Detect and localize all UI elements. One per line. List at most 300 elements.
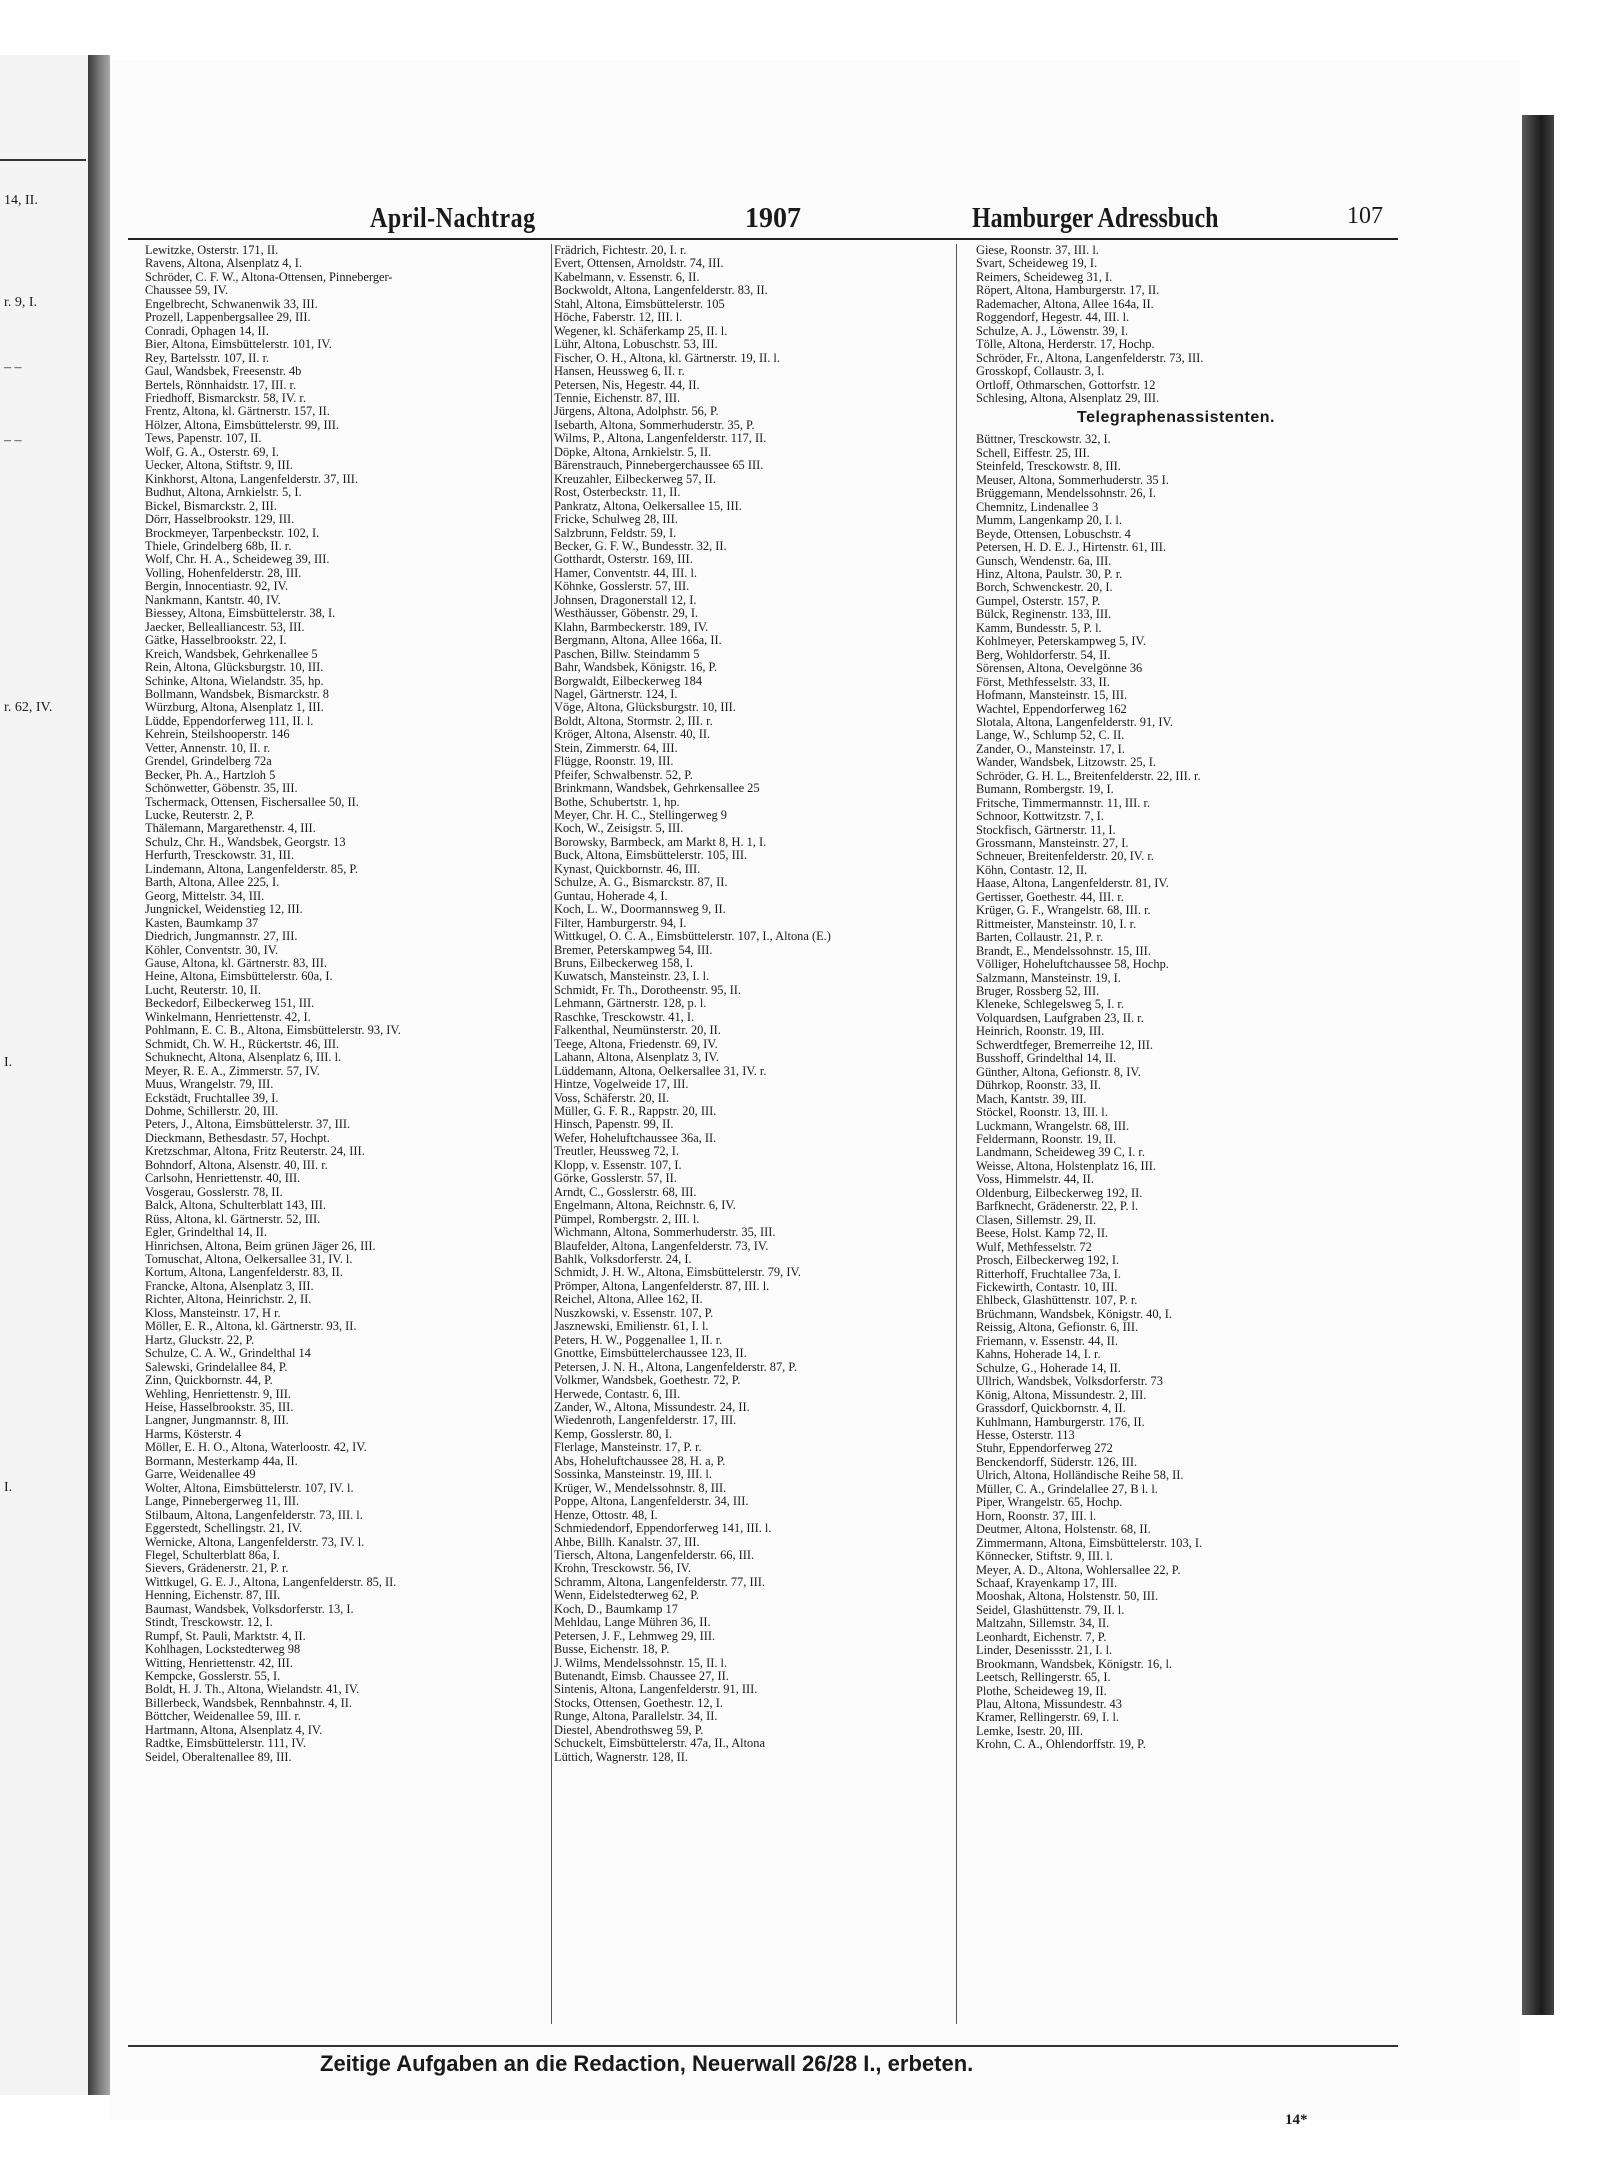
directory-entry: Kreuzahler, Eilbeckerweg 57, II. <box>554 472 716 486</box>
directory-entry: Plau, Altona, Missundestr. 43 <box>976 1698 1122 1712</box>
directory-entry: Hinz, Altona, Paulstr. 30, P. r. <box>976 567 1123 581</box>
directory-entry: Hartmann, Altona, Alsenplatz 4, IV. <box>145 1723 323 1737</box>
directory-entry: Evert, Ottensen, Arnoldstr. 74, III. <box>554 257 724 271</box>
directory-entry: Piper, Wrangelstr. 65, Hochp. <box>976 1496 1123 1510</box>
directory-entry: Koch, D., Baumkamp 17 <box>554 1602 678 1616</box>
directory-entry: Zimmermann, Altona, Eimsbüttelerstr. 103, I. <box>976 1536 1203 1550</box>
directory-entry: Langner, Jungmannstr. 8, III. <box>145 1414 289 1428</box>
directory-entry: Seidel, Oberaltenallee 89, III. <box>145 1750 292 1764</box>
directory-entry: Giese, Roonstr. 37, III. l. <box>976 244 1099 257</box>
directory-entry: J. Wilms, Mendelssohnstr. 15, II. l. <box>554 1656 728 1670</box>
directory-entry: Engelbrecht, Schwanenwik 33, III. <box>145 297 318 311</box>
directory-entry: Volquardsen, Laufgraben 23, II. r. <box>976 1011 1144 1025</box>
directory-entry: Ortloff, Othmarschen, Gottorfstr. 12 <box>976 378 1156 392</box>
margin-fragment: I. <box>4 1480 13 1495</box>
directory-entry: Wolf, Chr. H. A., Scheideweg 39, III. <box>145 553 330 567</box>
directory-entry: Mumm, Langenkamp 20, I. l. <box>976 514 1122 528</box>
directory-entry: Filter, Hamburgerstr. 94, I. <box>554 916 687 930</box>
directory-entry: Schuknecht, Altona, Alsenplatz 6, III. l. <box>145 1051 342 1065</box>
directory-entry: Meyer, A. D., Altona, Wohlersallee 22, P. <box>976 1563 1181 1577</box>
directory-entry: Schuckelt, Eimsbüttelerstr. 47a, II., Altona <box>554 1737 765 1751</box>
directory-entry: Prömper, Altona, Langenfelderstr. 87, III. l. <box>554 1279 770 1293</box>
header-year: 1907 <box>745 203 801 234</box>
directory-entry: Leetsch, Rellingerstr. 65, I. <box>976 1671 1111 1685</box>
directory-entry: Borch, Schwenckestr. 20, I. <box>976 581 1113 595</box>
directory-entry: Rademacher, Altona, Allee 164a, II. <box>976 297 1154 311</box>
directory-entry: Pankratz, Altona, Oelkersallee 15, III. <box>554 499 742 513</box>
directory-entry: Beckedorf, Eilbeckerweg 151, III. <box>145 997 315 1011</box>
margin-fragment: – – <box>4 433 22 448</box>
directory-entry: Flügge, Roonstr. 19, III. <box>554 755 674 769</box>
directory-entry: Gumpel, Osterstr. 157, P. <box>976 594 1101 608</box>
directory-entry: Böttcher, Weidenallee 59, III. r. <box>145 1710 301 1724</box>
directory-entry: Bahlk, Volksdorferstr. 24, I. <box>554 1252 692 1266</box>
directory-entry: Wenn, Eidelstedterweg 62, P. <box>554 1589 699 1603</box>
directory-entry: Budhut, Altona, Arnkielstr. 5, I. <box>145 486 302 500</box>
directory-entry: Schramm, Altona, Langenfelderstr. 77, III. <box>554 1575 765 1589</box>
directory-entry: Heinrich, Roonstr. 19, III. <box>976 1025 1105 1039</box>
column-1 <box>145 244 545 2024</box>
directory-entry: Kynast, Quickbornstr. 46, III. <box>554 862 701 876</box>
directory-entry: Uecker, Altona, Stiftstr. 9, III. <box>145 459 293 473</box>
directory-entry: Ullrich, Wandsbek, Volksdorferstr. 73 <box>976 1375 1163 1389</box>
directory-entry: Teege, Altona, Friedenstr. 69, IV. <box>554 1037 718 1051</box>
directory-entry: Schinke, Altona, Wielandstr. 35, hp. <box>145 674 324 688</box>
footer-rule <box>128 2045 1398 2047</box>
directory-entry: Grossmann, Mansteinstr. 27, I. <box>976 837 1129 851</box>
directory-entry: Lemke, Isestr. 20, III. <box>976 1724 1084 1738</box>
directory-entry: Bruger, Rossberg 52, III. <box>976 985 1100 999</box>
directory-entry: Blaufelder, Altona, Langenfelderstr. 73, IV. <box>554 1239 769 1253</box>
directory-entry: Egler, Grindelthal 14, II. <box>145 1226 267 1240</box>
directory-entry: Meuser, Altona, Sommerhuderstr. 35 I. <box>976 473 1169 487</box>
directory-entry: Prosch, Eilbeckerweg 192, I. <box>976 1254 1120 1268</box>
directory-entry: Hesse, Osterstr. 113 <box>976 1428 1075 1442</box>
directory-entry: Wolf, G. A., Osterstr. 69, I. <box>145 445 279 459</box>
directory-entry: Winkelmann, Henriettenstr. 42, I. <box>145 1010 311 1024</box>
directory-entry: Dörr, Hasselbrookstr. 129, III. <box>145 513 295 527</box>
column-3 <box>976 244 1376 2024</box>
directory-entry: Kohlmeyer, Peterskampweg 5, IV. <box>976 635 1146 649</box>
directory-entry: Treutler, Heussweg 72, I. <box>554 1145 680 1159</box>
directory-entry: Ravens, Altona, Alsenplatz 4, I. <box>145 257 302 271</box>
footer-notice: Zeitige Aufgaben an die Redaction, Neuerwall 26/28 I., erbeten. <box>320 2051 974 2076</box>
directory-entry: Rey, Bartelsstr. 107, II. r. <box>145 351 270 365</box>
directory-entry: Kempcke, Gosslerstr. 55, I. <box>145 1670 281 1684</box>
directory-entry: Raschke, Tresckowstr. 41, I. <box>554 1010 695 1024</box>
directory-entry: Boldt, Altona, Stormstr. 2, III. r. <box>554 714 713 728</box>
directory-entry: Schönwetter, Göbenstr. 35, III. <box>145 782 298 796</box>
directory-entry: Müller, C. A., Grindelallee 27, B l. l. <box>976 1482 1158 1496</box>
directory-entry: Jaecker, Bellealliancestr. 53, III. <box>145 620 305 634</box>
directory-entry: Kuwatsch, Mansteinstr. 23, I. l. <box>554 970 710 984</box>
directory-entry: Fritsche, Timmermannstr. 11, III. r. <box>976 796 1151 810</box>
directory-entry: Pohlmann, E. C. B., Altona, Eimsbüttelerstr. 93, IV. <box>145 1024 401 1038</box>
directory-entry: Brüggemann, Mendelssohnstr. 26, I. <box>976 487 1156 501</box>
directory-entry: Barfknecht, Grädenerstr. 22, P. l. <box>976 1200 1139 1214</box>
directory-entry: Gnottke, Eimsbüttelerchaussee 123, II. <box>554 1347 747 1361</box>
directory-entry: Klahn, Barmbeckerstr. 189, IV. <box>554 620 709 634</box>
directory-entry: Rost, Osterbeckstr. 11, II. <box>554 486 681 500</box>
directory-entry: Sossinka, Mansteinstr. 19, III. l. <box>554 1468 712 1482</box>
directory-entry: Eckstädt, Fruchtallee 39, I. <box>145 1091 279 1105</box>
directory-entry: Mehldau, Lange Mühren 36, II. <box>554 1616 711 1630</box>
directory-entry: Kemp, Gosslerstr. 80, I. <box>554 1427 673 1441</box>
directory-entry: Luckmann, Wrangelstr. 68, III. <box>976 1119 1130 1133</box>
directory-entry: Heise, Hasselbrookstr. 35, III. <box>145 1400 294 1414</box>
directory-entry: Kröger, Altona, Alsenstr. 40, II. <box>554 728 711 742</box>
directory-entry: Diedrich, Jungmannstr. 27, III. <box>145 930 298 944</box>
left-facing-page-strip <box>0 55 100 2095</box>
directory-entry: Schmiedendorf, Eppendorferweg 141, III. l. <box>554 1522 772 1536</box>
directory-entry: Kramer, Rellingerstr. 69, I. l. <box>976 1711 1119 1725</box>
directory-entry: Grassdorf, Quickbornstr. 4, II. <box>976 1402 1126 1416</box>
directory-entry: Engelmann, Altona, Reichnstr. 6, IV. <box>554 1199 736 1213</box>
directory-entry: Feldermann, Roonstr. 19, II. <box>976 1133 1117 1146</box>
directory-entry: Möller, E. H. O., Altona, Waterloostr. 42, IV. <box>145 1441 367 1455</box>
directory-entry: Ulrich, Altona, Holländische Reihe 58, II. <box>976 1469 1184 1483</box>
directory-entry: Wittkugel, O. C. A., Eimsbüttelerstr. 107, I., Altona (E.) <box>554 930 831 944</box>
directory-entry: Schaaf, Krayenkamp 17, III. <box>976 1576 1118 1590</box>
directory-entry: Hamer, Conventstr. 44, III. l. <box>554 566 697 580</box>
directory-entry: Bruns, Eilbeckerweg 158, I. <box>554 957 694 971</box>
directory-entry: Büttner, Tresckowstr. 32, I. <box>976 433 1111 447</box>
signature-mark: 14* <box>1285 2112 1308 2128</box>
directory-entry: Wilms, P., Altona, Langenfelderstr. 117, II. <box>554 432 767 446</box>
directory-entry: Thälemann, Margarethenstr. 4, III. <box>145 822 316 836</box>
directory-entry: Maltzahn, Sillemstr. 34, II. <box>976 1617 1110 1631</box>
directory-entry: Deutmer, Altona, Holstenstr. 68, II. <box>976 1523 1151 1537</box>
directory-entry: Ehlbeck, Glashüttenstr. 107, P. r. <box>976 1294 1138 1308</box>
directory-entry: Linder, Desenissstr. 21, I. l. <box>976 1644 1113 1658</box>
directory-entry: Garre, Weidenallee 49 <box>145 1468 256 1482</box>
directory-entry: Brockmeyer, Tarpenbeckstr. 102, I. <box>145 526 320 540</box>
directory-entry: Schell, Eiffestr. 25, III. <box>976 446 1090 460</box>
directory-entry: Zinn, Quickbornstr. 44, P. <box>145 1374 273 1388</box>
directory-entry: Rüss, Altona, kl. Gärtnerstr. 52, III. <box>145 1212 321 1226</box>
directory-entry: Schlesing, Altona, Alsenplatz 29, III. <box>976 391 1160 405</box>
directory-entry: Leonhardt, Eichenstr. 7, P. <box>976 1630 1107 1644</box>
directory-entry: Schröder, Fr., Altona, Langenfelderstr. 73, III. <box>976 351 1204 365</box>
directory-entry: Guntau, Hoherade 4, I. <box>554 889 668 903</box>
directory-entry: Völliger, Hoheluftchaussee 58, Hochp. <box>976 958 1169 972</box>
directory-entry: Tschermack, Ottensen, Fischersallee 50, II. <box>145 795 359 809</box>
directory-entry: Conradi, Ophagen 14, II. <box>145 324 269 338</box>
directory-entry: Stuhr, Eppendorferweg 272 <box>976 1442 1113 1456</box>
directory-entry: Schulze, C. A. W., Grindelthal 14 <box>145 1347 311 1361</box>
directory-entry: Jürgens, Altona, Adolphstr. 56, P. <box>554 405 719 419</box>
directory-entry: Kehrein, Steilshooperstr. 146 <box>145 728 290 742</box>
directory-entry: Friedhoff, Bismarckstr. 58, IV. r. <box>145 391 306 405</box>
directory-entry: Bockwoldt, Altona, Langenfelderstr. 83, II. <box>554 284 768 298</box>
directory-entry: Tews, Papenstr. 107, II. <box>145 432 262 446</box>
directory-entry: Tölle, Altona, Herderstr. 17, Hochp. <box>976 338 1155 352</box>
directory-entry: Chaussee 59, IV. <box>145 284 229 298</box>
directory-entry: Sintenis, Altona, Langenfelderstr. 91, III. <box>554 1683 758 1697</box>
directory-entry: Fischer, O. H., Altona, kl. Gärtnerstr. 19, II. l. <box>554 351 780 365</box>
directory-entry: Tiersch, Altona, Langenfelderstr. 66, III. <box>554 1548 755 1562</box>
directory-entry: Kahns, Hoherade 14, I. r. <box>976 1348 1101 1362</box>
directory-entry: Hartz, Gluckstr. 22, P. <box>145 1333 255 1347</box>
directory-entry: Petersen, J. N. H., Altona, Langenfelderstr. 87, P. <box>554 1360 797 1374</box>
directory-entry: Lüddemann, Altona, Oelkersallee 31, IV. r. <box>554 1064 767 1078</box>
directory-entry: Reichel, Altona, Allee 162, II. <box>554 1293 703 1307</box>
directory-entry: Frentz, Altona, kl. Gärtnerstr. 157, II. <box>145 405 330 419</box>
directory-entry: Reimers, Scheideweg 31, I. <box>976 270 1113 284</box>
directory-entry: Görke, Gosslerstr. 57, II. <box>554 1172 677 1186</box>
directory-entry: Hölzer, Altona, Eimsbüttelerstr. 99, III. <box>145 418 339 432</box>
right-page-edge <box>1522 115 1554 2015</box>
directory-entry: Berg, Wohldorferstr. 54, II. <box>976 648 1111 662</box>
directory-entry: Wegener, kl. Schäferkamp 25, II. l. <box>554 324 728 338</box>
directory-entry: Plothe, Scheideweg 19, II. <box>976 1684 1107 1698</box>
margin-fragment: 14, II. <box>4 193 38 208</box>
directory-entry: Flerlage, Mansteinstr. 17, P. r. <box>554 1441 702 1455</box>
directory-entry: Schmidt, J. H. W., Altona, Eimsbüttelerstr. 79, IV. <box>554 1266 801 1280</box>
directory-entry: Koch, W., Zeisigstr. 5, III. <box>554 822 684 836</box>
directory-entry: Schneuer, Breitenfelderstr. 20, IV. r. <box>976 850 1154 864</box>
directory-entry: Wiedenroth, Langenfelderstr. 17, III. <box>554 1414 737 1428</box>
directory-entry: Reissig, Altona, Gefionstr. 6, III. <box>976 1321 1139 1335</box>
directory-entry: Radtke, Eimsbüttelerstr. 111, IV. <box>145 1737 306 1751</box>
directory-entry: Rumpf, St. Pauli, Marktstr. 4, II. <box>145 1629 306 1643</box>
directory-entry: Schnoor, Kottwitzstr. 7, I. <box>976 810 1104 824</box>
directory-entry: Stein, Zimmerstr. 64, III. <box>554 741 678 755</box>
directory-entry: Boldt, H. J. Th., Altona, Wielandstr. 41, IV. <box>145 1683 360 1697</box>
directory-entry: Lüdde, Eppendorferweg 111, II. l. <box>145 714 314 728</box>
directory-entry: Gotthardt, Osterstr. 169, III. <box>554 553 693 567</box>
directory-entry: Dieckmann, Bethesdastr. 57, Hochpt. <box>145 1131 330 1145</box>
margin-fragment: I. <box>4 1055 13 1070</box>
directory-entry: Bickel, Bismarckstr. 2, III. <box>145 499 277 513</box>
header-book-title: Hamburger Adressbuch <box>972 203 1219 235</box>
directory-entry: Salzmann, Mansteinstr. 19, I. <box>976 971 1121 985</box>
directory-entry: Voss, Himmelstr. 44, II. <box>976 1173 1094 1187</box>
directory-entry: Weisse, Altona, Holstenplatz 16, III. <box>976 1159 1157 1173</box>
directory-entry: Heine, Altona, Eimsbüttelerstr. 60a, I. <box>145 970 333 984</box>
directory-entry: Jungnickel, Weidenstieg 12, III. <box>145 903 303 917</box>
directory-entry: Döpke, Altona, Arnkielstr. 5, II. <box>554 445 712 459</box>
directory-entry: Stilbaum, Altona, Langenfelderstr. 73, III. l. <box>145 1508 363 1522</box>
directory-entry: Kohlhagen, Lockstedterweg 98 <box>145 1643 301 1657</box>
directory-entry: Grendel, Grindelberg 72a <box>145 755 272 769</box>
directory-entry: Kasten, Baumkamp 37 <box>145 916 259 930</box>
directory-entry: Bier, Altona, Eimsbüttelerstr. 101, IV. <box>145 338 332 352</box>
directory-entry: Balck, Altona, Schulterblatt 143, III. <box>145 1199 327 1213</box>
column-divider <box>956 244 957 2024</box>
directory-entry: Ritterhoff, Fruchtallee 73a, I. <box>976 1267 1121 1281</box>
directory-entry: Eggerstedt, Schellingstr. 21, IV. <box>145 1522 303 1536</box>
directory-entry: Bohndorf, Altona, Alsenstr. 40, III. r. <box>145 1158 328 1172</box>
directory-entry: Lange, W., Schlump 52, C. II. <box>976 729 1125 743</box>
directory-entry: Svart, Scheideweg 19, I. <box>976 257 1098 271</box>
directory-entry: Gaul, Wandsbek, Freesenstr. 4b <box>145 365 302 379</box>
directory-entry: Stöckel, Roonstr. 13, III. l. <box>976 1106 1108 1120</box>
directory-entry: Gertisser, Goethestr. 44, III. r. <box>976 890 1124 904</box>
header-rule <box>128 238 1398 240</box>
directory-entry: Bülck, Reginenstr. 133, III. <box>976 608 1112 622</box>
directory-entry: Brüchmann, Wandsbek, Königstr. 40, I. <box>976 1307 1172 1321</box>
directory-entry: Krüger, W., Mendelssohnstr. 8, III. <box>554 1481 727 1495</box>
directory-entry: Dührkop, Roonstr. 33, II. <box>976 1079 1101 1093</box>
directory-entry: Kabelmann, v. Essenstr. 6, II. <box>554 270 700 284</box>
directory-entry: Schmidt, Fr. Th., Dorotheenstr. 95, II. <box>554 983 741 997</box>
directory-entry: Lindemann, Altona, Langenfelderstr. 85, P. <box>145 862 359 876</box>
directory-entry: Bumann, Rombergstr. 19, I. <box>976 783 1114 797</box>
directory-entry: Nagel, Gärtnerstr. 124, I. <box>554 687 678 701</box>
directory-entry: Prozell, Lappenbergsallee 29, III. <box>145 311 311 325</box>
directory-entry: Barth, Altona, Allee 225, I. <box>145 876 280 890</box>
directory-entry: Abs, Hoheluftchaussee 28, H. a, P. <box>554 1454 726 1468</box>
directory-entry: Bergin, Innocentiastr. 92, IV. <box>145 580 289 594</box>
directory-entry: Friemann, v. Essenstr. 44, II. <box>976 1334 1119 1348</box>
directory-entry: Kretzschmar, Altona, Fritz Reuterstr. 24, III. <box>145 1145 365 1159</box>
directory-entry: Petersen, Nis, Hegestr. 44, II. <box>554 378 700 392</box>
directory-entry: Isebarth, Altona, Sommerhuderstr. 35, P. <box>554 418 755 432</box>
directory-entry: Hinrichsen, Altona, Beim grünen Jäger 26, III. <box>145 1239 376 1253</box>
directory-entry: Volling, Hohenfelderstr. 28, III. <box>145 566 302 580</box>
directory-entry: Falkenthal, Neumünsterstr. 20, II. <box>554 1024 721 1038</box>
directory-entry: Busshoff, Grindelthal 14, II. <box>976 1052 1117 1066</box>
directory-entry: Clasen, Sillemstr. 29, II. <box>976 1213 1097 1227</box>
directory-entry: Westhäusser, Göbenstr. 29, I. <box>554 607 699 621</box>
directory-entry: Hintze, Vogelweide 17, III. <box>554 1078 689 1092</box>
margin-fragment: – – <box>4 360 22 375</box>
directory-entry: Lucht, Reuterstr. 10, II. <box>145 983 261 997</box>
directory-entry: Bergmann, Altona, Allee 166a, II. <box>554 634 722 648</box>
directory-entry: Müller, G. F. R., Rappstr. 20, III. <box>554 1105 717 1118</box>
directory-entry: Meyer, Chr. H. C., Stellingerweg 9 <box>554 809 727 823</box>
directory-entry: Tennie, Eichenstr. 87, III. <box>554 391 681 405</box>
directory-entry: Gause, Altona, kl. Gärtnerstr. 83, III. <box>145 957 328 971</box>
directory-entry: Bertels, Rönnhaidstr. 17, III. r. <box>145 378 297 392</box>
directory-entry: Seidel, Glashüttenstr. 79, II. l. <box>976 1603 1125 1617</box>
directory-entry: Becker, G. F. W., Bundesstr. 32, II. <box>554 539 727 553</box>
directory-entry: Brinkmann, Wandsbek, Gehrkensallee 25 <box>554 782 760 796</box>
directory-entry: Jasznewski, Emilienstr. 61, I. l. <box>554 1320 709 1334</box>
directory-entry: Lewitzke, Osterstr. 171, II. <box>145 244 279 257</box>
directory-entry: Stockfisch, Gärtnerstr. 11, I. <box>976 823 1116 837</box>
directory-entry: Vetter, Annenstr. 10, II. r. <box>145 741 271 755</box>
directory-entry: Würzburg, Altona, Alsenplatz 1, III. <box>145 701 324 715</box>
directory-entry: Tomuschat, Altona, Oelkersallee 31, IV. l. <box>145 1252 353 1266</box>
directory-entry: Volkmer, Wandsbek, Goethestr. 72, P. <box>554 1374 741 1388</box>
directory-entry: Muus, Wrangelstr. 79, III. <box>145 1078 274 1092</box>
directory-entry: Wulf, Methfesselstr. 72 <box>976 1240 1092 1254</box>
directory-entry: Roggendorf, Hegestr. 44, III. l. <box>976 311 1130 325</box>
directory-entry: Slotala, Altona, Langenfelderstr. 91, IV. <box>976 715 1173 729</box>
directory-entry: Wachtel, Eppendorferweg 162 <box>976 702 1127 716</box>
directory-entry: Poppe, Altona, Langenfelderstr. 34, III. <box>554 1495 749 1509</box>
directory-entry: Oldenburg, Eilbeckerweg 192, II. <box>976 1186 1143 1200</box>
directory-entry: Bahr, Wandsbek, Königstr. 16, P. <box>554 661 718 675</box>
directory-entry: Salewski, Grindelallee 84, P. <box>145 1360 288 1374</box>
directory-entry: Gunsch, Wendenstr. 6a, III. <box>976 554 1112 568</box>
directory-entry: Diestel, Abendrothsweg 59, P. <box>554 1723 704 1737</box>
directory-entry: Wichmann, Altona, Sommerhuderstr. 35, III. <box>554 1226 776 1240</box>
directory-entry: Peters, J., Altona, Eimsbüttelerstr. 37, III. <box>145 1118 351 1132</box>
directory-entry: Busse, Eichenstr. 18, P. <box>554 1643 670 1657</box>
column-divider <box>551 244 552 2024</box>
directory-entry: Hofmann, Mansteinstr. 15, III. <box>976 689 1128 703</box>
directory-entry: Dohme, Schillerstr. 20, III. <box>145 1105 279 1118</box>
directory-entry: Fickewirth, Contastr. 10, III. <box>976 1280 1118 1294</box>
book-spine <box>88 55 110 2095</box>
directory-entry: Buck, Altona, Eimsbüttelerstr. 105, III. <box>554 849 748 863</box>
directory-entry: Zander, W., Altona, Missundestr. 24, II. <box>554 1400 750 1414</box>
directory-entry: Schröder, C. F. W., Altona-Ottensen, Pinneberger- <box>145 270 393 284</box>
directory-entry: Wehling, Henriettenstr. 9, III. <box>145 1387 291 1401</box>
directory-entry: Biessey, Altona, Eimsbüttelerstr. 38, I. <box>145 607 336 621</box>
running-header <box>160 203 1410 233</box>
directory-entry: Richter, Altona, Heinrichstr. 2, II. <box>145 1293 312 1307</box>
directory-entry: Sörensen, Altona, Oevelgönne 36 <box>976 662 1143 676</box>
directory-entry: Schmidt, Ch. W. H., Rückertstr. 46, III. <box>145 1037 340 1051</box>
directory-entry: Flegel, Schulterblatt 86a, I. <box>145 1548 280 1562</box>
directory-entry: Bärenstrauch, Pinnebergerchaussee 65 III. <box>554 459 764 473</box>
directory-entry: Brookmann, Wandsbek, Königstr. 16, l. <box>976 1657 1172 1671</box>
directory-entry: Stahl, Altona, Eimsbüttelerstr. 105 <box>554 297 725 311</box>
directory-entry: Lühr, Altona, Lobuschstr. 53, III. <box>554 338 718 352</box>
directory-entry: Könnecker, Stiftstr. 9, III. l. <box>976 1550 1113 1564</box>
directory-entry: Horn, Roonstr. 37, III. l. <box>976 1509 1097 1523</box>
directory-entry: Kinkhorst, Altona, Langenfelderstr. 37, III. <box>145 472 358 486</box>
directory-entry: Peters, H. W., Poggenallee 1, II. r. <box>554 1333 723 1347</box>
margin-fragment: r. 9, I. <box>4 295 38 310</box>
directory-entry: Lange, Pinnebergerweg 11, III. <box>145 1495 300 1509</box>
directory-entry: Krohn, Tresckowstr. 56, IV. <box>554 1562 692 1576</box>
directory-entry: Günther, Altona, Gefionstr. 8, IV. <box>976 1065 1141 1079</box>
directory-entry: Rittmeister, Mansteinstr. 10, I. r. <box>976 917 1137 931</box>
directory-entry: Köhler, Conventstr. 30, IV. <box>145 943 279 957</box>
directory-entry: Koch, L. W., Doormannsweg 9, II. <box>554 903 726 917</box>
directory-entry: Borgwaldt, Eilbeckerweg 184 <box>554 674 703 688</box>
directory-entry: Röpert, Altona, Hamburgerstr. 17, II. <box>976 284 1160 298</box>
directory-entry: Wefer, Hoheluftchaussee 36a, II. <box>554 1131 717 1145</box>
directory-entry: Mach, Kantstr. 39, III. <box>976 1092 1087 1106</box>
directory-entry: Butenandt, Eimsb. Chaussee 27, II. <box>554 1670 729 1684</box>
directory-entry: Steinfeld, Tresckowstr. 8, III. <box>976 460 1121 474</box>
directory-entry: Hansen, Heussweg 6, II. r. <box>554 365 685 379</box>
directory-entry: Beese, Holst. Kamp 72, II. <box>976 1227 1109 1241</box>
page-number: 107 <box>1347 203 1383 229</box>
directory-entry: Baumast, Wandsbek, Volksdorferstr. 13, I. <box>145 1602 354 1616</box>
directory-entry: Billerbeck, Wandsbek, Rennbahnstr. 4, II. <box>145 1696 352 1710</box>
directory-entry: Stindt, Tresckowstr. 12, I. <box>145 1616 273 1630</box>
directory-entry: Vosgerau, Gosslerstr. 78, II. <box>145 1185 283 1199</box>
directory-entry: Borowsky, Barmbeck, am Markt 8, H. 1, I. <box>554 835 767 849</box>
directory-entry: Henning, Eichenstr. 87, III. <box>145 1589 281 1603</box>
directory-entry: Schwerdtfeger, Bremerreihe 12, III. <box>976 1038 1154 1052</box>
directory-entry: Meyer, R. E. A., Zimmerstr. 57, IV. <box>145 1064 320 1078</box>
directory-entry: Johnsen, Dragonerstall 12, I. <box>554 593 697 607</box>
directory-entry: Stocks, Ottensen, Goethestr. 12, I. <box>554 1696 723 1710</box>
directory-entry: Zander, O., Mansteinstr. 17, I. <box>976 742 1125 756</box>
margin-fragment: r. 62, IV. <box>4 700 53 715</box>
directory-entry: Herfurth, Tresckowstr. 31, III. <box>145 849 295 863</box>
directory-entry: Köhn, Contastr. 12, II. <box>976 863 1088 877</box>
directory-entry: Kamm, Bundesstr. 5, P. l. <box>976 621 1102 635</box>
directory-entry: Benckendorff, Süderstr. 126, III. <box>976 1455 1138 1469</box>
directory-entry: Kreich, Wandsbek, Gehrkenallee 5 <box>145 647 318 661</box>
directory-entry: Schulze, A. G., Bismarckstr. 87, II. <box>554 876 728 890</box>
directory-entry: Georg, Mittelstr. 34, III. <box>145 889 265 903</box>
directory-entry: Witting, Henriettenstr. 42, III. <box>145 1656 293 1670</box>
directory-entry: Carlsohn, Henriettenstr. 40, III. <box>145 1172 301 1186</box>
directory-entry: Kuhlmann, Hamburgerstr. 176, II. <box>976 1415 1145 1429</box>
directory-entry: Wernicke, Altona, Langenfelderstr. 73, IV. l. <box>145 1535 365 1549</box>
directory-entry: Fricke, Schulweg 28, III. <box>554 513 678 527</box>
